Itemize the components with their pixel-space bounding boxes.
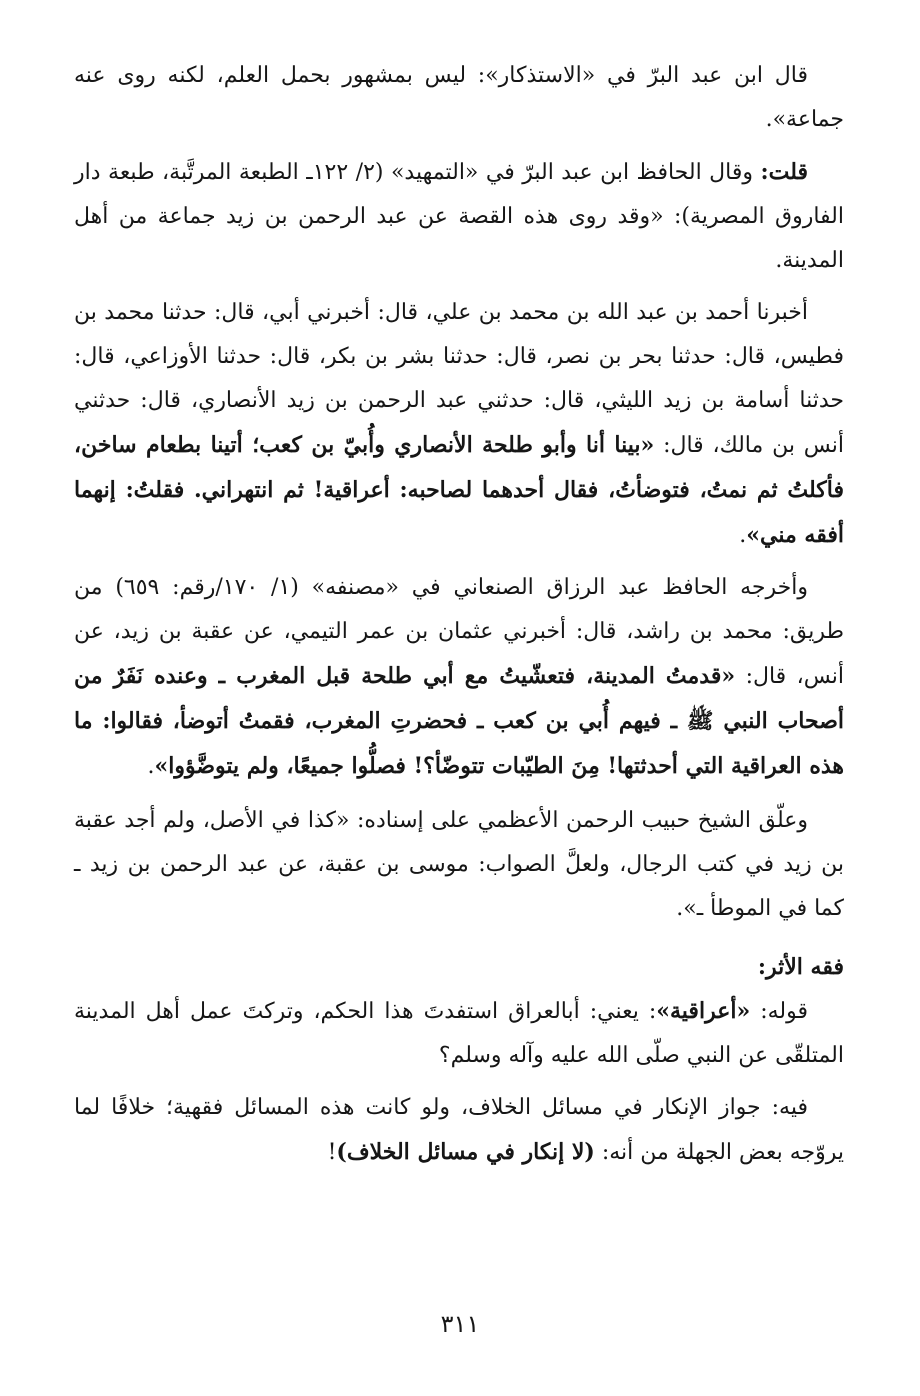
paragraph-lead-word: قلت: (760, 159, 809, 185)
paragraph-tail: . (739, 523, 747, 548)
paragraph-text: وأخرجه الحافظ عبد الرزاق الصنعاني في «مصنفه» (١/ ١٧٠/رقم: ٦٥٩) من طريق: محمد بن راشد، قال: أخبرني عثمان بن عمر التيمي، عن عقبة بن زيد، عن أنس، قال: (74, 575, 844, 689)
paragraph-fiqh-iraqiyya (74, 989, 844, 1078)
paragraph-text: وعلّق الشيخ حبيب الرحمن الأعظمي على إسناده: «كذا في الأصل، ولم أجد عقبة بن زيد في كتب الرجال، ولعلَّ الصواب: موسى بن عقبة، عن عبد الرحمن بن زيد ـ كما في الموطأ ـ». (74, 808, 844, 921)
page-body (74, 54, 844, 1175)
paragraph-isnad-anas (74, 291, 844, 558)
paragraph-text: : يعني: أبالعراق استفدتَ هذا الحكم، وتركتَ عمل أهل المدينة المتلقّى عن النبي صلّى الله عليه وآله وسلم؟ (74, 999, 844, 1068)
athar-text-bold: «بينا أنا وأبو طلحة الأنصاري وأُبيّ بن كعب؛ أتينا بطعام ساخن، فأكلتُ ثم نمتُ، فتوضأتُ، فقال أحدهما لصاحبه: أعراقية! ثم انتهراني. فقلتُ: إنهما أفقه مني» (74, 432, 844, 548)
paragraph-abdurrazzaq (74, 566, 844, 789)
section-heading-fiqh: فقه الأثر: (757, 954, 844, 980)
paragraph-tamhid-note (74, 150, 844, 283)
paragraph-text: أخبرنا أحمد بن عبد الله بن محمد بن علي، قال: أخبرني أبي، قال: حدثنا محمد بن فطيس، قال: حدثنا بحر بن نصر، قال: حدثنا بشر بن بكر، قال: حدثنا الأوزاعي، قال: حدثنا أسامة بن زيد الليثي، قال: حدثني عبد الرحمن بن زيد الأنصاري، قال: حدثني أنس بن مالك، قال: (74, 300, 845, 458)
paragraph-azami-comment (74, 799, 844, 931)
quoted-word-bold: «أعراقية» (656, 998, 751, 1024)
paragraph-fiqh-inkar (74, 1086, 844, 1175)
paragraph-istidhkar-quote (74, 54, 844, 142)
paragraph-tail: . (147, 754, 155, 779)
paragraph-text: قال ابن عبد البرّ في «الاستذكار»: ليس بمشهور بحمل العلم، لكنه روى عنه جماعة». (74, 63, 844, 132)
paragraph-text: فيه: جواز الإنكار في مسائل الخلاف، ولو كانت هذه المسائل فقهية؛ خلافًا لما يروّجه بعض الجهلة من أنه: (74, 1095, 844, 1165)
quoted-phrase-bold: (لا إنكار في مسائل الخلاف) (336, 1139, 595, 1165)
paragraph-text: ! (327, 1140, 337, 1165)
paragraph-text: قوله: (750, 999, 808, 1024)
athar-text-bold: «قدمتُ المدينة، فتعشّيتُ مع أبي طلحة قبل المغرب ـ وعنده نَفَرٌ من أصحاب النبي ﷺ ـ فيهم أُبي بن كعب ـ فحضرتِ المغرب، فقمتُ أتوضأ، فقالوا: ما هذه العراقية التي أحدثتها! مِنَ الطيّبات تتوضّأ؟! فصلُّوا جميعًا، ولم يتوضَّؤوا» (74, 663, 844, 779)
paragraph-text: وقال الحافظ ابن عبد البرّ في «التمهيد» (٢/ ١٢٢ـ الطبعة المرتَّبة، طبعة دار الفاروق المصرية): «وقد روى هذه القصة عن عبد الرحمن بن زيد جماعة من أهل المدينة. (74, 160, 844, 273)
page-number: ٣١١ (440, 1310, 480, 1338)
